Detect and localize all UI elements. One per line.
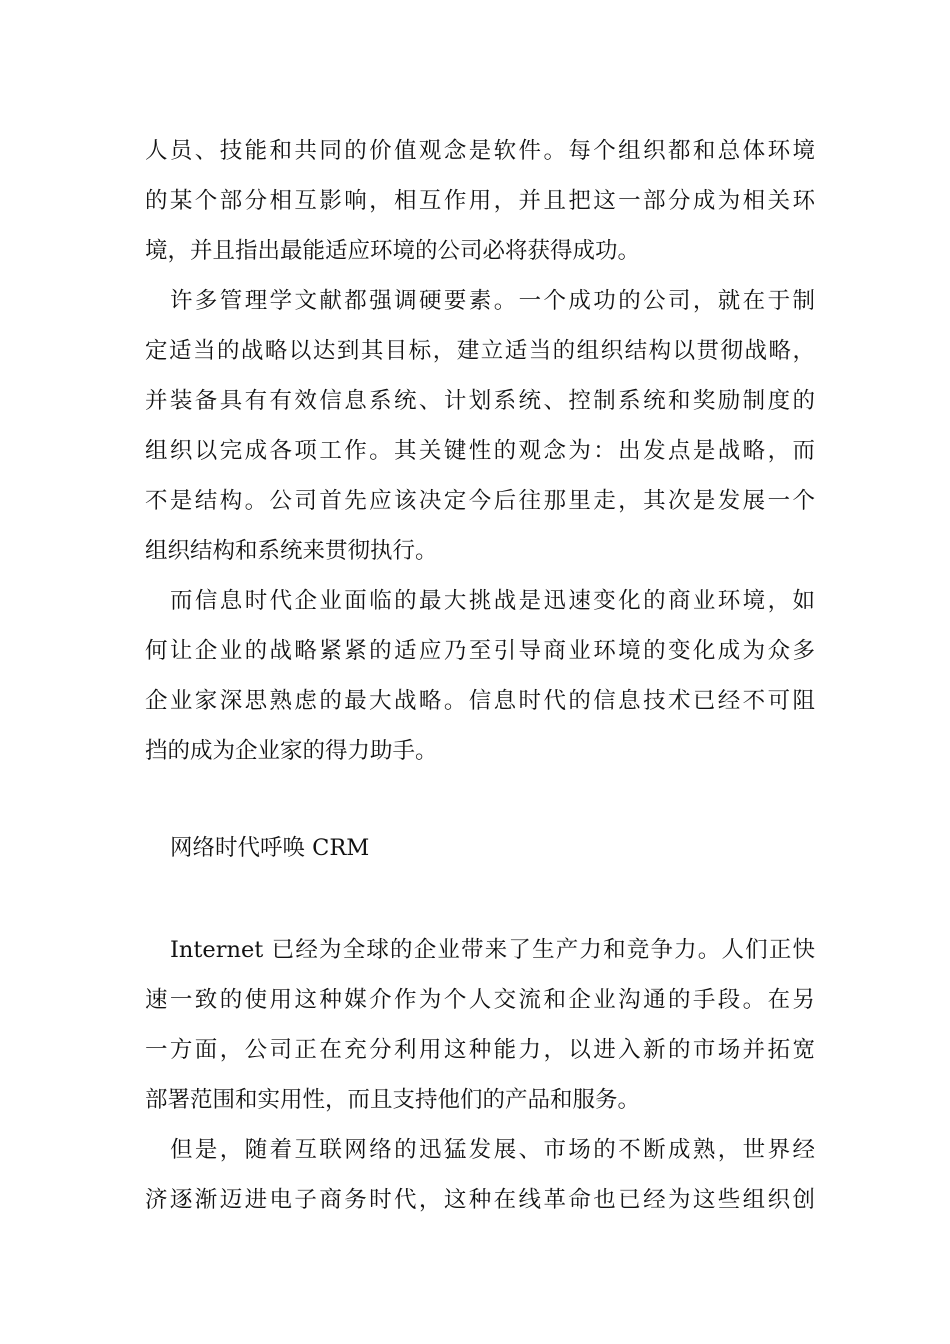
paragraph-line: 何让企业的战略紧紧的适应乃至引导商业环境的变化成为众多 bbox=[145, 638, 815, 664]
paragraph-line: 速一致的使用这种媒介作为个人交流和企业沟通的手段。在另 bbox=[145, 987, 815, 1013]
paragraph-line: 而信息时代企业面临的最大挑战是迅速变化的商业环境，如 bbox=[170, 588, 815, 614]
paragraph-line: 的某个部分相互影响，相互作用，并且把这一部分成为相关环 bbox=[145, 188, 815, 214]
paragraph-line: Internet 已经为全球的企业带来了生产力和竞争力。人们正快 bbox=[170, 937, 815, 963]
section-heading: 网络时代呼唤 CRM bbox=[170, 835, 370, 861]
paragraph-line: 一方面，公司正在充分利用这种能力，以进入新的市场并拓宽 bbox=[145, 1037, 815, 1063]
paragraph-line: 定适当的战略以达到其目标，建立适当的组织结构以贯彻战略， bbox=[145, 338, 815, 364]
paragraph-line: 组织以完成各项工作。其关键性的观念为：出发点是战略，而 bbox=[145, 438, 815, 464]
paragraph-line: 境，并且指出最能适应环境的公司必将获得成功。 bbox=[145, 238, 641, 264]
paragraph-line: 组织结构和系统来贯彻执行。 bbox=[145, 538, 438, 564]
paragraph-line: 部署范围和实用性，而且支持他们的产品和服务。 bbox=[145, 1087, 641, 1113]
paragraph-line: 许多管理学文献都强调硬要素。一个成功的公司，就在于制 bbox=[170, 288, 815, 314]
paragraph-line: 企业家深思熟虑的最大战略。信息时代的信息技术已经不可阻 bbox=[145, 688, 815, 714]
paragraph-line: 但是，随着互联网络的迅猛发展、市场的不断成熟，世界经 bbox=[170, 1137, 815, 1163]
paragraph-line: 不是结构。公司首先应该决定今后往那里走，其次是发展一个 bbox=[145, 488, 815, 514]
paragraph-line: 挡的成为企业家的得力助手。 bbox=[145, 738, 438, 764]
paragraph-line: 人员、技能和共同的价值观念是软件。每个组织都和总体环境 bbox=[145, 138, 815, 164]
paragraph-line: 并装备具有有效信息系统、计划系统、控制系统和奖励制度的 bbox=[145, 388, 815, 414]
paragraph-line: 济逐渐迈进电子商务时代，这种在线革命也已经为这些组织创 bbox=[145, 1187, 815, 1213]
